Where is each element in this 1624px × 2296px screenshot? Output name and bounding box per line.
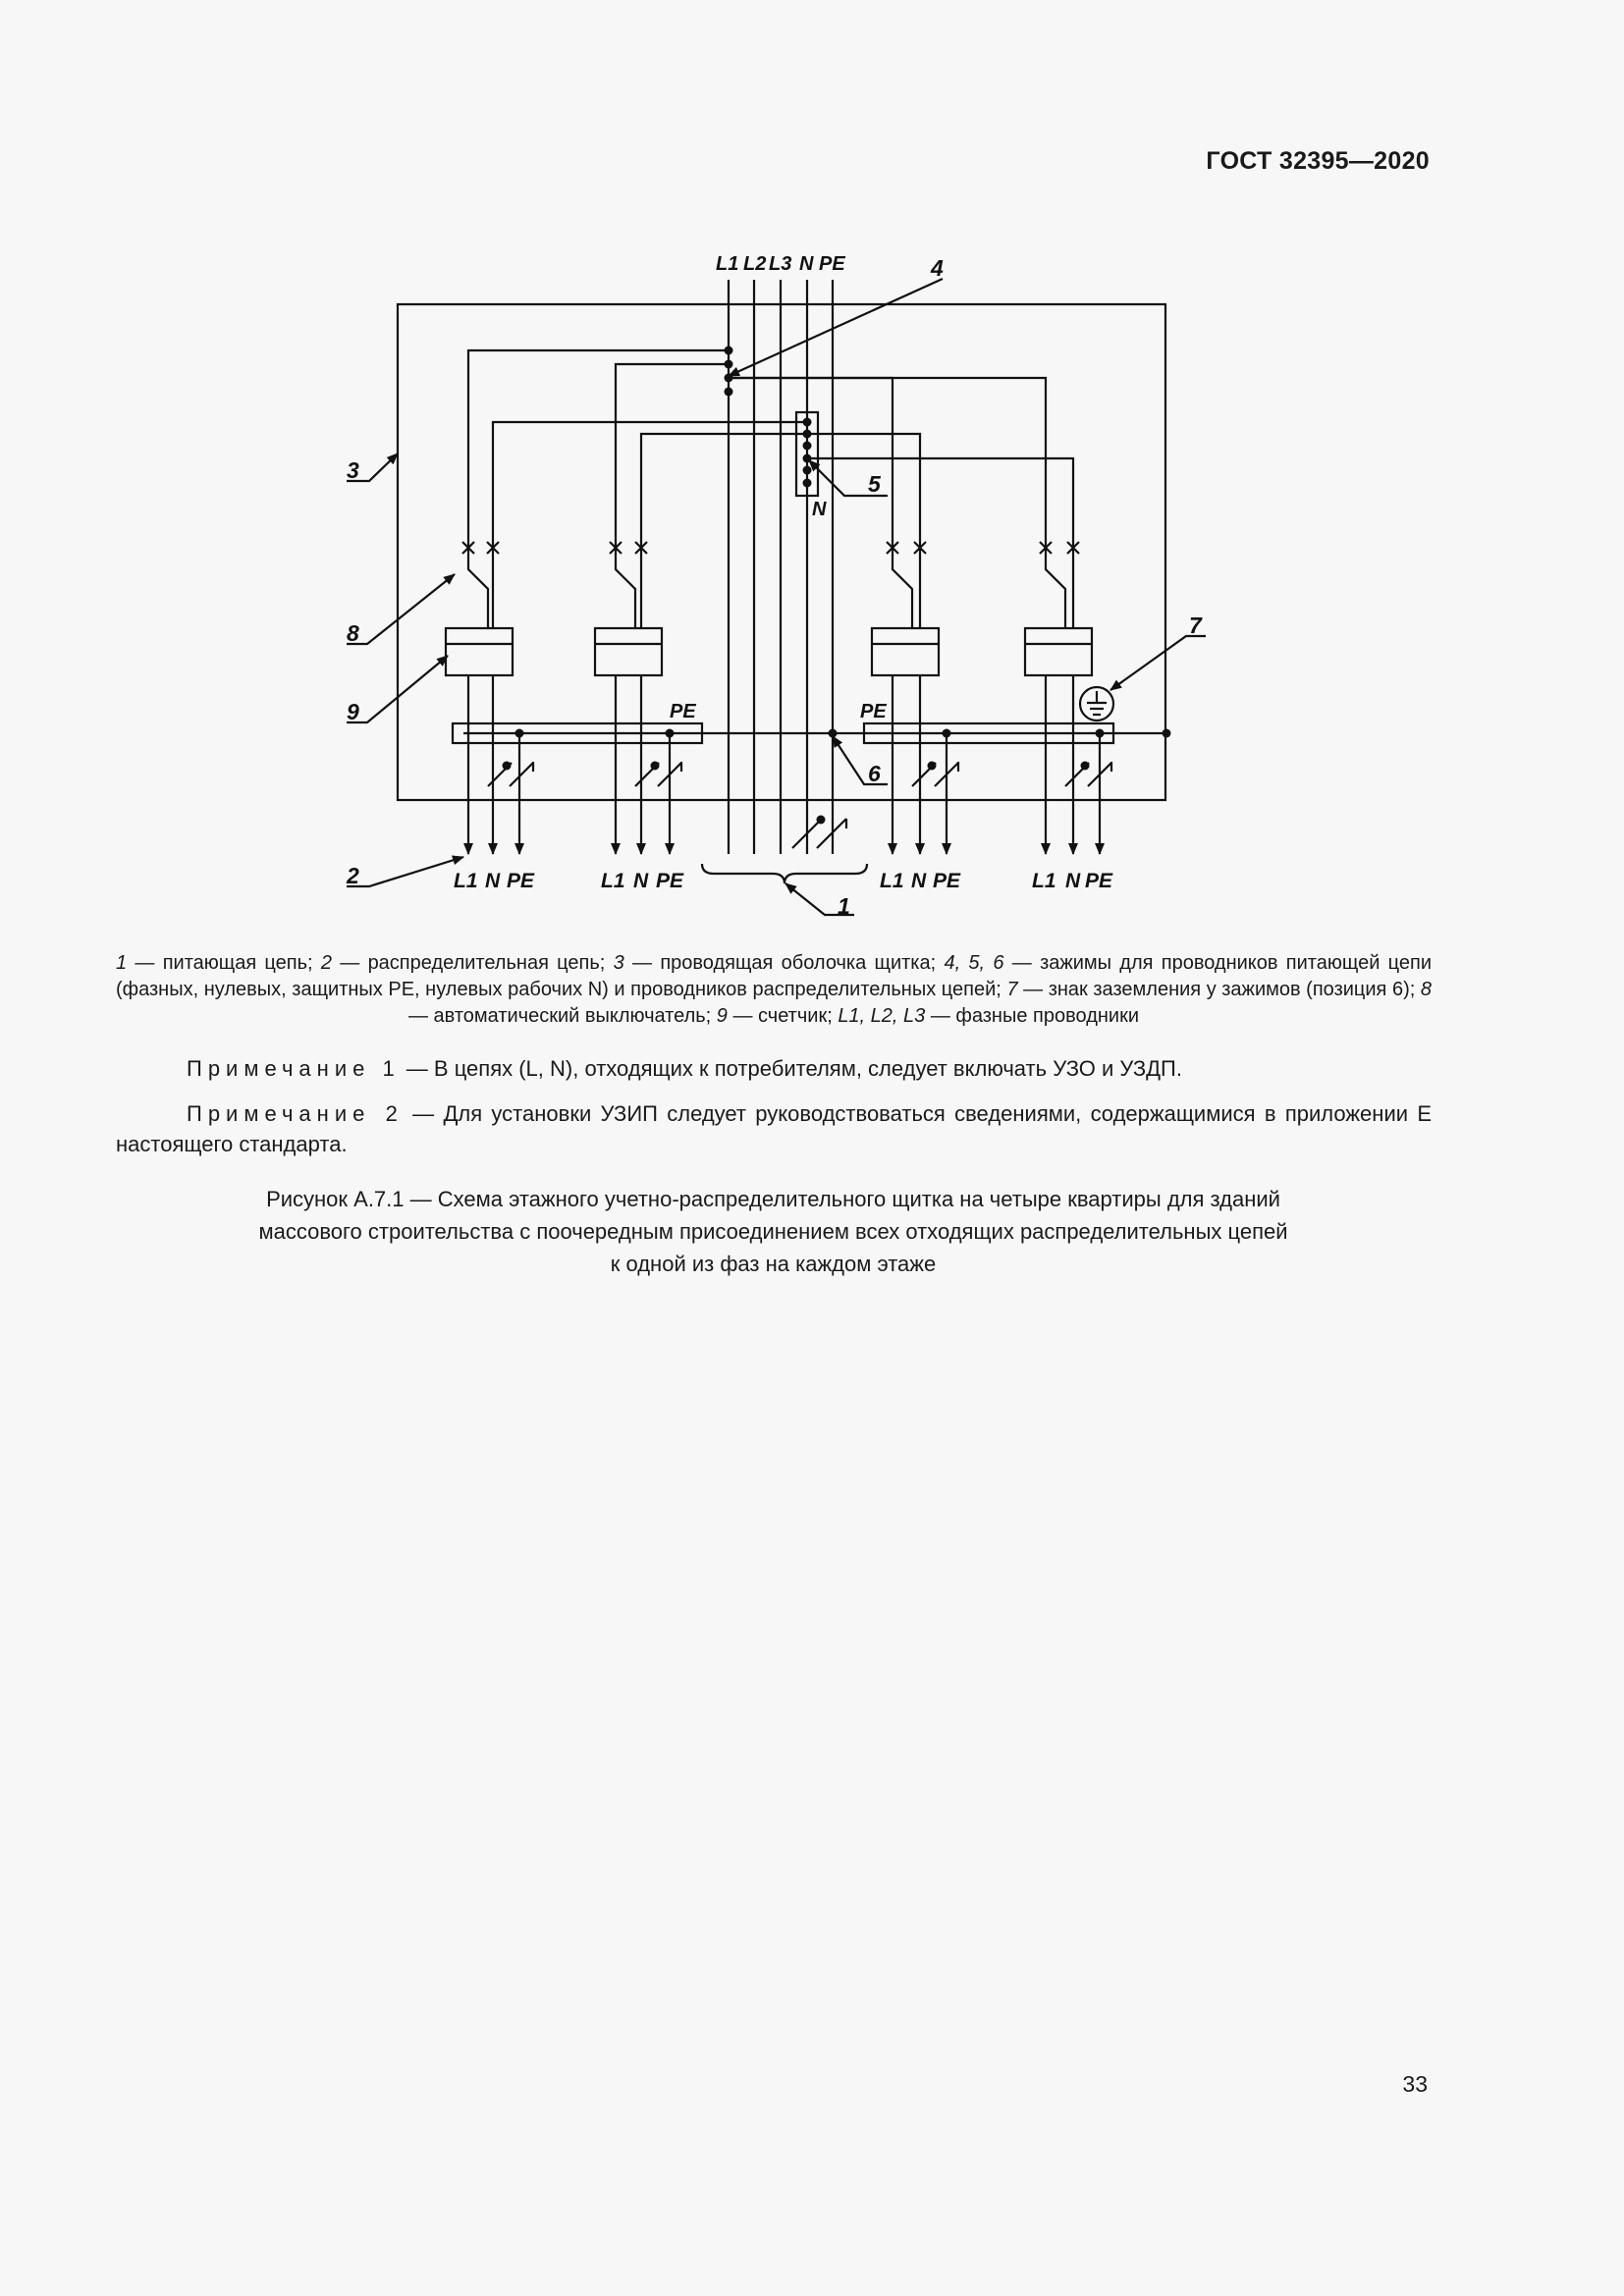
breaker-2 (616, 550, 641, 628)
callout-9: 9 (347, 699, 359, 724)
caption-line-3: к одной из фаз на каждом этаже (610, 1252, 937, 1276)
pe-label-right: PE (860, 701, 887, 722)
n-clamp-label: N (812, 499, 827, 520)
legend-key-phases: L1, L2, L3 (838, 1005, 926, 1027)
callout-5: 5 (868, 471, 881, 497)
callout-7: 7 (1189, 613, 1202, 638)
legend-key-4: 4, 5, 6 (944, 952, 1004, 974)
legend-key-8: 8 (1420, 979, 1432, 1000)
legend-text-4: зажимы для проводников питающей цепи (фазных, нулевых, защитных PE, нулевых рабочих N) и проводников распределительных цепей; (116, 952, 1433, 1000)
output-3-n: N (911, 870, 927, 892)
note-1 (116, 1053, 1432, 1084)
document-header: ГОСТ 32395—2020 (1206, 147, 1430, 175)
figure-caption (157, 1183, 1389, 1280)
legend-key-1: 1 (116, 952, 128, 974)
feed-label-l3: L3 (769, 253, 792, 275)
legend-text-8: автоматический выключатель; (433, 1005, 717, 1027)
output-2-l: L1 (601, 870, 625, 892)
figure-legend: 1 — питающая цепь; 2 — распределительная цепь; 3 — проводящая оболочка щитка; 4, 5, 6 — зажимы для проводников питающей цепи (фазных, нулевых, защитных PE, нулевых рабочих N) и проводников распределительных цепей; 7 — знак заземления у зажимов (позиция 6); 8 — автоматический выключатель; 9 — счетчик; L1, L2, L3 — фазные проводники (116, 952, 1433, 1027)
legend-key-9: 9 (716, 1005, 728, 1027)
note-1-text: — В цепях (L, N), отходящих к потребителям, следует включать УЗО и УЗДП. (400, 1056, 1182, 1081)
pe-label-left: PE (670, 701, 696, 722)
feed-label-pe: PE (819, 253, 845, 275)
page-number: 33 (1402, 2071, 1428, 2097)
feed-label-l1: L1 (716, 253, 739, 275)
legend-key-7: 7 (1006, 979, 1018, 1000)
wiring-diagram-svg (324, 240, 1208, 937)
note-2-text: — Для установки УЗИП следует руководствоваться сведениями, содержащимися в приложении Е настоящего стандарта. (116, 1101, 1432, 1156)
legend-text-7: знак заземления у зажимов (позиция 6); (1048, 979, 1421, 1000)
legend-text-phases: фазные проводники (955, 1005, 1139, 1027)
note-1-label: Примечание 1 (187, 1056, 401, 1081)
output-2-pe: PE (656, 870, 684, 892)
callout-4: 4 (931, 255, 944, 281)
callout-8: 8 (347, 620, 359, 646)
feed-label-n: N (799, 253, 814, 275)
meter-2 (595, 628, 662, 675)
legend-key-2: 2 (320, 952, 332, 974)
output-1-n: N (485, 870, 501, 892)
output-3-pe: PE (933, 870, 961, 892)
output-1-pe: PE (507, 870, 535, 892)
output-4-l: L1 (1032, 870, 1056, 892)
breaker-1 (468, 550, 493, 628)
feed-label-l2: L2 (743, 253, 767, 275)
output-4-pe: PE (1085, 870, 1113, 892)
legend-key-3: 3 (613, 952, 624, 974)
legend-text-2: распределительная цепь; (367, 952, 614, 974)
caption-line-2: массового строительства с поочередным присоединением всех отходящих распределительных цепей (258, 1219, 1288, 1244)
output-2-n: N (633, 870, 649, 892)
note-2 (116, 1098, 1432, 1159)
breaker-3 (893, 550, 920, 628)
callout-1: 1 (838, 893, 850, 919)
output-1-l: L1 (454, 870, 478, 892)
meter-4 (1025, 628, 1092, 675)
legend-text-1: питающая цепь; (162, 952, 321, 974)
output-4-n: N (1065, 870, 1081, 892)
legend-text-3: проводящая оболочка щитка; (660, 952, 945, 974)
wiring-diagram (324, 240, 1208, 937)
meter-1 (446, 628, 513, 675)
note-2-label: Примечание 2 (187, 1101, 404, 1126)
callout-3: 3 (347, 457, 359, 483)
output-3-l: L1 (880, 870, 904, 892)
meter-3 (872, 628, 939, 675)
breaker-4 (1046, 550, 1073, 628)
caption-line-1: Рисунок А.7.1 — Схема этажного учетно-распределительного щитка на четыре квартиры для зданий (266, 1187, 1280, 1211)
legend-text-9: счетчик; (758, 1005, 839, 1027)
callout-6: 6 (868, 761, 881, 786)
callout-2: 2 (347, 863, 359, 888)
